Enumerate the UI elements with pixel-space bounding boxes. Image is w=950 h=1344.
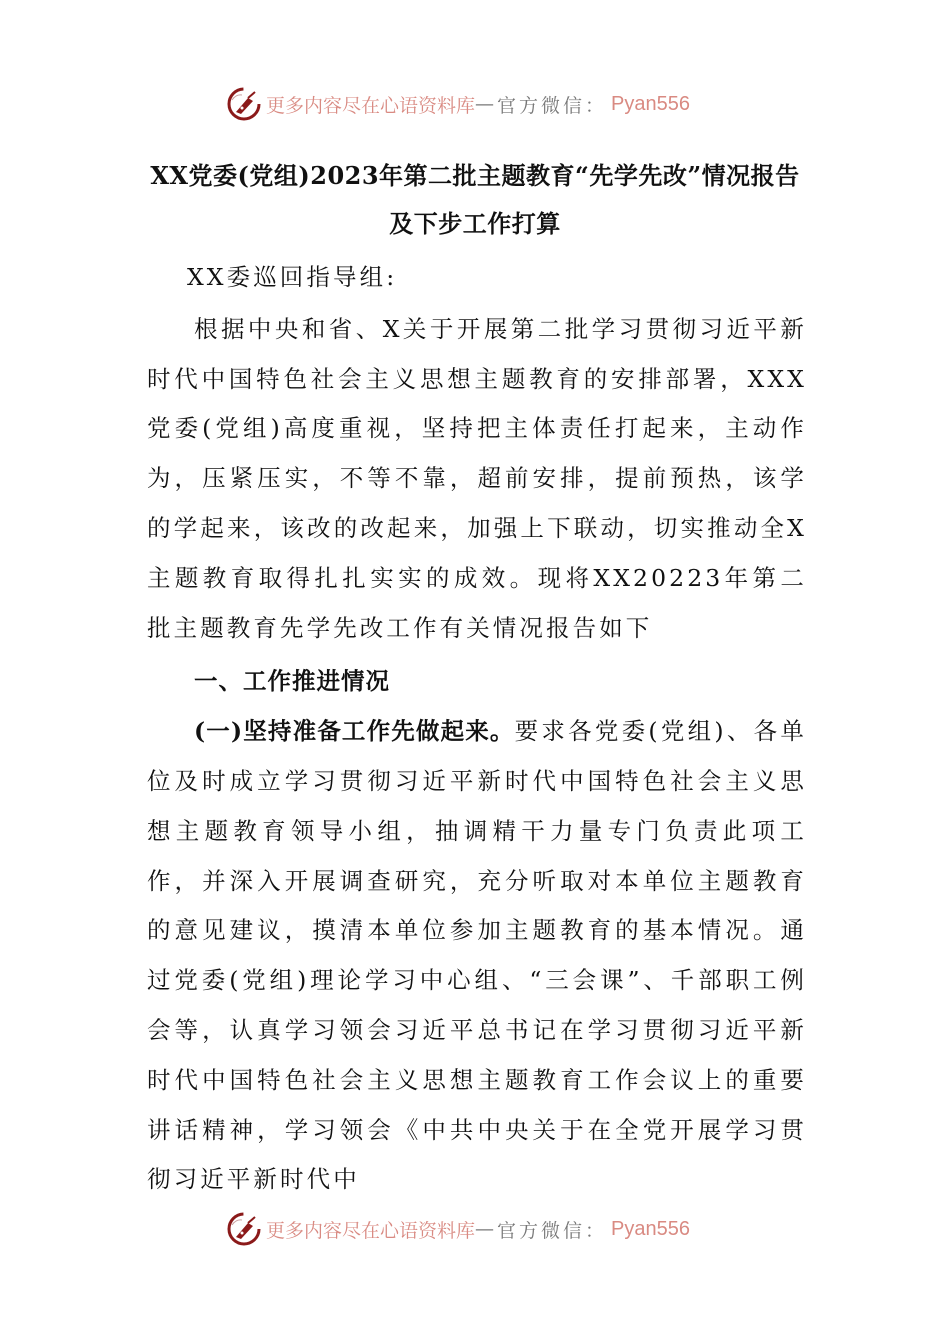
section-item-paragraph bbox=[147, 707, 807, 1205]
watermark-label: 官方微信： bbox=[497, 94, 608, 117]
watermark-separator: — bbox=[475, 1218, 498, 1240]
document-title: XX党委(党组)2023年第二批主题教育“先学先改”情况报告及下步工作打算 bbox=[150, 161, 800, 238]
watermark-brand-text: 更多内容尽在心语资料库 bbox=[266, 94, 476, 117]
watermark-separator: — bbox=[475, 93, 498, 115]
watermark-wechat-id: Pyan556 bbox=[611, 92, 690, 115]
footer-watermark bbox=[226, 1209, 726, 1249]
watermark-wechat-id: Pyan556 bbox=[611, 1217, 690, 1240]
item-lead: (一)坚持准备工作先做起来。 bbox=[194, 717, 515, 746]
intro-paragraph: 根据中央和省、X关于开展第二批学习贯彻习近平新时代中国特色社会主义思想主题教育的安排部署，XXX党委(党组)高度重视，坚持把主体责任打起来，主动作为，压紧压实，不等不靠，超前安排，提前预热，该学的学起来，该改的改起来，加强上下联动，切实推动全X主题教育取得扎扎实实的成效。现将XX20223年第二批主题教育先学先改工作有关情况报告如下 bbox=[147, 314, 807, 642]
watermark-label: 官方微信： bbox=[497, 1219, 608, 1242]
document-body bbox=[147, 253, 807, 1205]
salutation: XX委巡回指导组: bbox=[186, 263, 398, 291]
header-watermark bbox=[226, 84, 726, 124]
item-text: 要求各党委(党组)、各单位及时成立学习贯彻习近平新时代中国特色社会主义思想主题教育领导小组，抽调精干力量专门负责此项工作，并深入开展调查研究，充分听取对本单位主题教育的意见建议，摸清本单位参加主题教育的基本情况。通过党委(党组)理论学习中心组、“三会课”、千部职工例会等，认真学习领会习近平总书记在学习贯彻习近平新时代中国特色社会主义思想主题教育工作会议上的重要讲话精神，学习领会《中共中央关于在全党开展学习贯彻习近平新时代中 bbox=[147, 717, 807, 1194]
watermark-brand-text: 更多内容尽在心语资料库 bbox=[266, 1219, 476, 1242]
quill-pen-logo-icon bbox=[226, 1211, 262, 1247]
section-heading: 一、工作推进情况 bbox=[194, 667, 390, 696]
quill-pen-logo-icon bbox=[226, 86, 262, 122]
